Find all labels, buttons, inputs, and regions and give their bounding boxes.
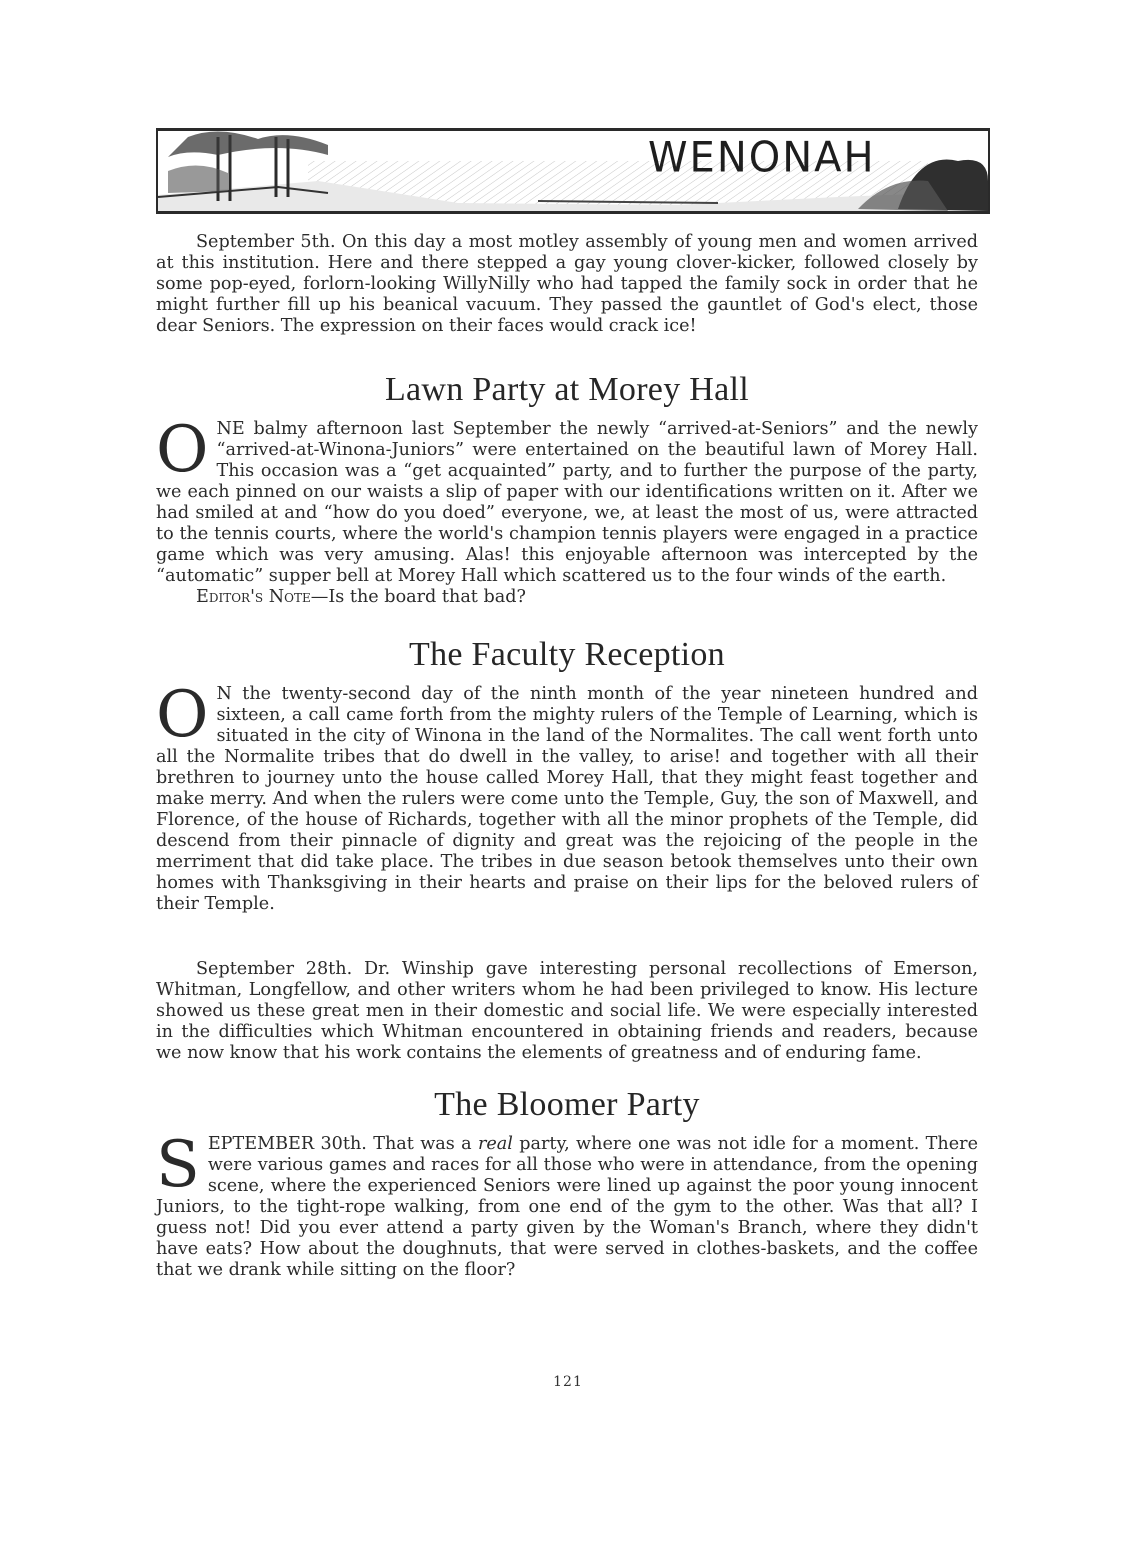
winship-paragraph: September 28th. Dr. Winship gave interesting personal recollections of Emerson, Whitman, Longfellow, and other writers whom he had been privileged to know. His lecture showed us these great men in their domestic and social life. We were especially interested in the difficulties which Whitman encountered in obtaining friends and readers, because we now know that his work contains the elements of greatness and of enduring fame. — [156, 959, 978, 1063]
bloomer-party-dropcap: S — [156, 1128, 200, 1202]
bloomer-party-body-b: party, where one was not idle for a moment. There were various games and races for all those who were in attendance, from the opening scene, where the experienced Seniors were lined up against the poor young innocent Juniors, to the tight-rope walking, from one end of the gym to the other. Was that all? I guess not! Did you ever attend a party given by the Woman's Branch, where they didn't have eats? How about the doughnuts, that were served in clothes-baskets, and the coffee that we drank while sitting on the floor? — [156, 1134, 978, 1280]
header-banner — [156, 128, 990, 214]
faculty-reception-heading: The Faculty Reception — [409, 636, 725, 673]
bloomer-party-paragraph — [156, 1128, 978, 1281]
lawn-party-heading: Lawn Party at Morey Hall — [384, 371, 750, 408]
page-number: 121 — [553, 1374, 583, 1390]
bloomer-party-body-a: EPTEMBER 30th. That was a — [207, 1134, 478, 1154]
bloomer-party-emphasis: real — [477, 1134, 513, 1154]
editors-note-label: Editor's Note — [196, 587, 311, 607]
faculty-reception-paragraph — [156, 678, 978, 915]
editors-note — [156, 587, 978, 608]
intro-paragraph: September 5th. On this day a most motley assembly of young men and women arrived at this institution. Here and there stepped a gay young clover-kicker, followed closely by some pop-eyed, forlorn-looking WillyNilly who had tapped the family sock in order that he might further fill up his beanical vacuum. They passed the gauntlet of God's elect, those dear Seniors. The expression on their faces would crack ice! — [156, 232, 978, 336]
bloomer-party-heading: The Bloomer Party — [434, 1086, 700, 1123]
faculty-reception-body: N the twenty-second day of the ninth month of the year nineteen hundred and sixteen, a call came forth from the mighty rulers of the Temple of Learning, which is situated in the city of Winona in the land of the Normalites. The call went forth unto all the Normalite tribes that do dwell in the valley, to arise! and together with all their brethren to journey unto the house called Morey Hall, that they might feast together and make merry. And when the rulers were come unto the Temple, Guy, the son of Maxwell, and Florence, of the house of Richards, together with all the minor prophets of the Temple, did descend from their pinnacle of dignity and great was the rejoicing of the people in the merriment that did take place. The tribes in due season betook themselves unto their own homes with Thanksgiving in their hearts and praise on their lips for the beloved rulers of their Temple. — [156, 684, 978, 914]
lawn-party-dropcap: O — [156, 413, 209, 487]
lawn-party-body: NE balmy afternoon last September the newly “arrived-at-Seniors” and the newly “arrived-at-Winona-Juniors” were entertained on the beautiful lawn of Morey Hall. This occasion was a “get acquainted” party, and to further the purpose of the party, we each pinned on our waists a slip of paper with our identifications written on it. After we had smiled at and “how do you doed” everyone, we, at least the most of us, were attracted to the tennis courts, where the world's champion tennis players were engaged in a practice game which was very amusing. Alas! this enjoyable afternoon was intercepted by the “automatic” supper bell at Morey Hall which scattered us to the four winds of the earth. — [156, 419, 978, 586]
faculty-reception-dropcap: O — [156, 678, 209, 752]
page-content — [156, 128, 978, 1281]
lawn-party-paragraph — [156, 413, 978, 587]
banner-title: WENONAH — [648, 133, 876, 183]
editors-note-text: —Is the board that bad? — [310, 587, 526, 607]
